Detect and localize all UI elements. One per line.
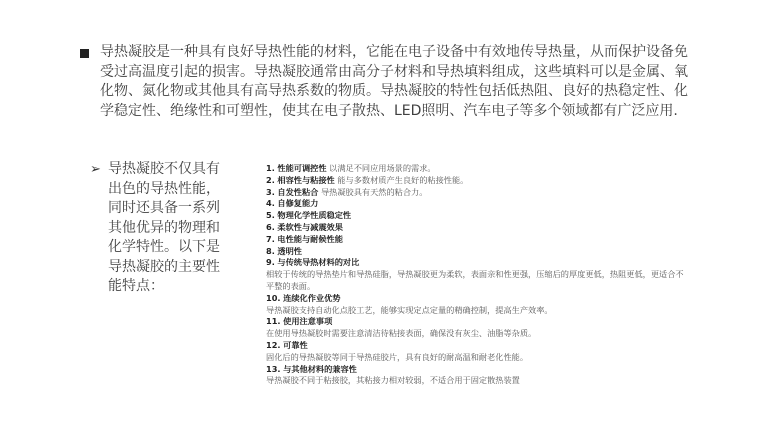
feature-desc: 以满足不同应用场景的需求。 bbox=[329, 163, 436, 173]
feature-number: 2. bbox=[266, 174, 275, 185]
feature-item bbox=[266, 198, 686, 210]
feature-title: 可靠性 bbox=[283, 339, 308, 350]
feature-number: 10. bbox=[266, 292, 281, 303]
arrow-bullet-icon: ➢ bbox=[90, 162, 101, 177]
feature-item bbox=[266, 246, 686, 258]
feature-title: 与传统导热材料的对比 bbox=[277, 257, 360, 268]
summary-text: 导热凝胶不仅具有出色的导热性能，同时还具备一系列其他优异的物理和化学特性。以下是导热凝胶的主要性能特点： bbox=[108, 161, 220, 294]
feature-item bbox=[266, 234, 686, 246]
feature-list bbox=[266, 163, 686, 387]
feature-desc: 导热凝胶具有天然的粘合力。 bbox=[320, 186, 428, 197]
feature-title: 电性能与耐候性能 bbox=[277, 233, 343, 244]
feature-detail: 在使用导热凝胶时需要注意清洁待粘接表面，确保没有灰尘、油脂等杂质。 bbox=[266, 328, 537, 339]
feature-title: 与其他材料的兼容性 bbox=[283, 363, 357, 374]
feature-item bbox=[266, 163, 686, 175]
feature-item bbox=[266, 340, 686, 364]
intro-paragraph bbox=[80, 43, 690, 121]
feature-number: 4. bbox=[266, 198, 275, 209]
feature-title: 连续化作业优势 bbox=[283, 292, 341, 303]
feature-number: 12. bbox=[266, 339, 281, 350]
feature-number: 5. bbox=[266, 210, 275, 221]
intro-text: 导热凝胶是一种具有良好导热性能的材料，它能在电子设备中有效地传导热量，从而保护设备免受过高温度引起的损害。导热凝胶通常由高分子材料和导热填料组成，这些填料可以是金属、氧化物、氮化物或其他具有高导热系数的物质。导热凝胶的特性包括低热阻、良好的热稳定性、化学稳定性、绝缘性和可塑性，使其在电子散热、LED照明、汽车电子等多个领域都有广泛应用. bbox=[100, 44, 688, 119]
feature-item bbox=[266, 364, 686, 388]
feature-item bbox=[266, 316, 686, 340]
feature-number: 11. bbox=[266, 316, 281, 327]
feature-detail: 导热凝胶不同于粘接胶，其粘接力相对较弱，不适合用于固定散热装置 bbox=[266, 375, 520, 386]
feature-number: 9. bbox=[266, 257, 275, 268]
feature-desc: 能与多数材质产生良好的粘接性能。 bbox=[337, 174, 469, 185]
feature-item bbox=[266, 293, 686, 317]
feature-number: 8. bbox=[266, 245, 275, 256]
summary-paragraph bbox=[90, 160, 250, 297]
feature-number: 3. bbox=[266, 186, 275, 197]
feature-title: 自修复能力 bbox=[277, 198, 319, 209]
feature-item bbox=[266, 187, 686, 199]
square-bullet-icon bbox=[80, 49, 89, 58]
feature-title: 相容性与粘接性 bbox=[277, 174, 335, 185]
feature-number: 13. bbox=[266, 363, 281, 374]
feature-item bbox=[266, 210, 686, 222]
feature-number: 1. bbox=[266, 163, 275, 173]
feature-item bbox=[266, 222, 686, 234]
feature-title: 性能可调控性 bbox=[277, 163, 327, 173]
feature-title: 透明性 bbox=[277, 245, 302, 256]
feature-title: 柔软性与减震效果 bbox=[277, 221, 343, 232]
feature-title: 使用注意事项 bbox=[283, 316, 333, 327]
feature-number: 7. bbox=[266, 233, 275, 244]
feature-item bbox=[266, 175, 686, 187]
feature-title: 物理化学性质稳定性 bbox=[277, 210, 352, 221]
feature-detail: 固化后的导热凝胶等同于导热硅胶片，具有良好的耐高温和耐老化性能。 bbox=[266, 351, 529, 362]
feature-number: 6. bbox=[266, 221, 275, 232]
feature-detail: 相较于传统的导热垫片和导热硅脂，导热凝胶更为柔软，表面亲和性更强，压缩后的厚度更低，热阻更低，更适合不平整的表面。 bbox=[266, 269, 684, 291]
feature-title: 自发性粘合 bbox=[277, 186, 319, 197]
feature-item bbox=[266, 257, 686, 292]
feature-detail: 导热凝胶支持自动化点胶工艺，能够实现定点定量的精确控制，提高生产效率。 bbox=[266, 304, 553, 315]
